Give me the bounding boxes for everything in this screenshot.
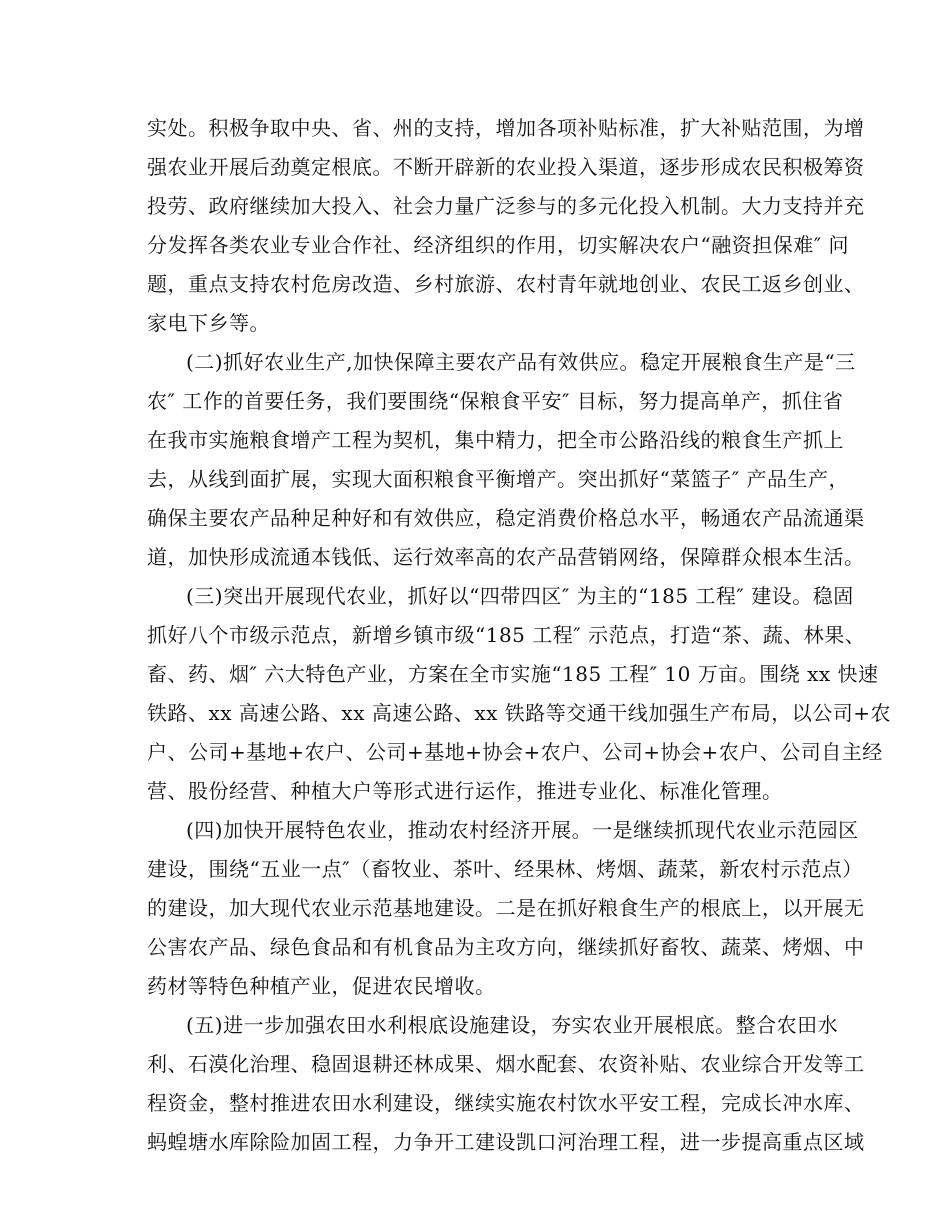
- paragraph-4-start: (四)加快开展特色农业，推动农村经济开展。一是继续抓现代农业示范园区: [186, 818, 859, 842]
- text-line: 药材等特色种植产业，促进农民增收。: [147, 974, 496, 998]
- text-line: 在我市实施粮食增产工程为契机，集中精力，把全市公路沿线的粮食生产抓上: [147, 428, 844, 452]
- text-line: 去，从线到面扩展，实现大面积粮食平衡增产。突出抓好“菜篮子″ 产品生产，: [147, 467, 850, 491]
- text-line: 抓好八个市级示范点，新增乡镇市级“185 工程″ 示范点，打造“茶、蔬、林果、: [147, 623, 866, 647]
- text-line: 确保主要农产品种足种好和有效供应，稳定消费价格总水平，畅通农产品流通渠: [147, 506, 865, 530]
- text-line: 道，加快形成流通本钱低、运行效率高的农产品营销网络，保障群众根本生活。: [147, 545, 865, 569]
- paragraph-3-start: (三)突出开展现代农业，抓好以“四带四区″ 为主的“185 工程″ 建设。稳固: [186, 584, 854, 608]
- text-line: 户、公司+基地+农户、公司+基地+协会+农户、公司+协会+农户、公司自主经: [147, 740, 883, 764]
- text-line: 利、石漠化治理、稳固退耕还林成果、烟水配套、农资补贴、农业综合开发等工: [147, 1052, 865, 1076]
- text-line: 铁路、xx 高速公路、xx 高速公路、xx 铁路等交通干线加强生产布局，以公司+农: [147, 701, 892, 725]
- text-line: 实处。积极争取中央、省、州的支持，增加各项补贴标准，扩大补贴范围，为增: [147, 116, 865, 140]
- text-line: 题，重点支持农村危房改造、乡村旅游、农村青年就地创业、农民工返乡创业、: [147, 272, 865, 296]
- text-line: 营、股份经营、种植大户等形式进行运作，推进专业化、标准化管理。: [147, 779, 783, 803]
- text-line: 的建设，加大现代农业示范基地建设。二是在抓好粮食生产的根底上，以开展无: [147, 896, 865, 920]
- text-line: 公害农产品、绿色食品和有机食品为主攻方向，继续抓好畜牧、蔬菜、烤烟、中: [147, 935, 865, 959]
- paragraph-2-start: (二)抓好农业生产,加快保障主要农产品有效供应。稳定开展粮食生产是“三: [186, 350, 856, 374]
- text-line: 建设，围绕“五业一点″（畜牧业、茶叶、经果林、烤烟、蔬菜，新农村示范点）: [147, 857, 863, 881]
- text-line: 强农业开展后劲奠定根底。不断开辟新的农业投入渠道，逐步形成农民积极筹资: [147, 155, 865, 179]
- text-line: 投劳、政府继续加大投入、社会力量广泛参与的多元化投入机制。大力支持并充: [147, 194, 865, 218]
- text-line: 畜、药、烟″ 六大特色产业，方案在全市实施“185 工程″ 10 万亩。围绕 xx 快速: [147, 662, 879, 686]
- text-line: 分发挥各类农业专业合作社、经济组织的作用，切实解决农户“融资担保难″ 问: [147, 233, 850, 257]
- paragraph-5-start: (五)进一步加强农田水利根底设施建设，夯实农业开展根底。整合农田水: [186, 1013, 839, 1037]
- text-line: 家电下乡等。: [147, 311, 270, 335]
- text-line: 蚂蝗塘水库除险加固工程，力争开工建设凯口河治理工程，进一步提高重点区域: [147, 1130, 865, 1154]
- text-line: 程资金，整村推进农田水利建设，继续实施农村饮水平安工程，完成长冲水库、: [147, 1091, 865, 1115]
- text-line: 农″ 工作的首要任务，我们要围绕“保粮食平安″ 目标，努力提高单产，抓住省: [147, 389, 844, 413]
